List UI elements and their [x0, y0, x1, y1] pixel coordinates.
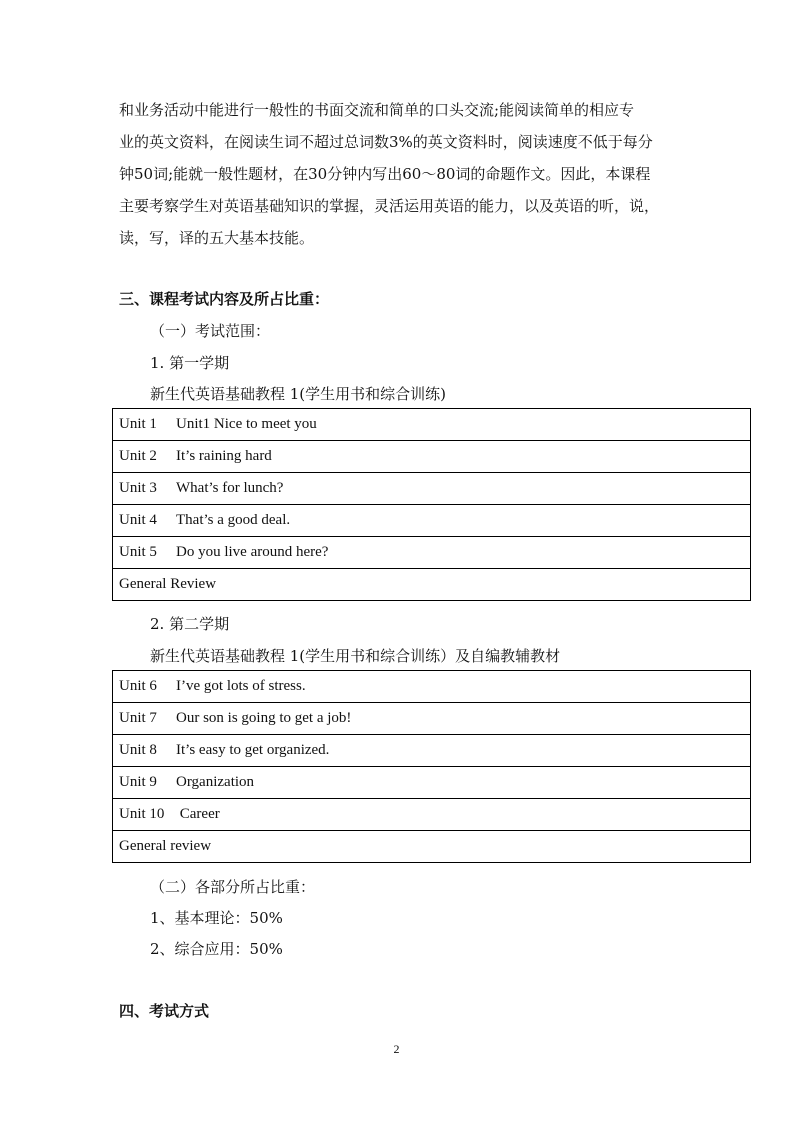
table-cell — [113, 473, 751, 505]
table-row — [113, 569, 751, 601]
table-cell — [113, 671, 751, 703]
section-3-heading: 三、课程考试内容及所占比重： — [119, 290, 330, 308]
section-4-heading: 四、考试方式 — [119, 1002, 210, 1020]
unit-code: Unit 3 — [119, 480, 157, 496]
unit-code: Unit 7 — [119, 710, 157, 726]
unit-title: It’s raining hard — [176, 448, 272, 464]
unit-title: Unit1 Nice to meet you — [176, 416, 317, 432]
table-cell — [113, 767, 751, 799]
intro-line: 读，写，译的五大基本技能。 — [119, 229, 315, 247]
table-row — [113, 831, 751, 863]
term2-textbook: 新生代英语基础教程 1(学生用书和综合训练）及自编教辅教材 — [150, 647, 561, 665]
table-cell — [113, 569, 751, 601]
intro-line: 和业务活动中能进行一般性的书面交流和简单的口头交流;能阅读简单的相应专 — [119, 101, 635, 119]
unit-code: Unit 10 — [119, 806, 165, 822]
unit-code: Unit 4 — [119, 512, 157, 528]
exam-scope-label: （一）考试范围： — [150, 322, 271, 340]
term1-units-table — [112, 408, 751, 601]
table-cell — [113, 505, 751, 537]
table-row — [113, 735, 751, 767]
table-row — [113, 441, 751, 473]
table-cell — [113, 799, 751, 831]
unit-code: Unit 1 — [119, 416, 157, 432]
term1-label: 1. 第一学期 — [150, 354, 230, 372]
unit-title: What’s for lunch? — [176, 480, 284, 496]
unit-code: Unit 6 — [119, 678, 157, 694]
unit-title: Career — [176, 806, 220, 822]
unit-title: I’ve got lots of stress. — [176, 678, 306, 694]
table-row — [113, 767, 751, 799]
table-row — [113, 703, 751, 735]
table-cell — [113, 703, 751, 735]
unit-title: Our son is going to get a job! — [176, 710, 352, 726]
table-cell — [113, 831, 751, 863]
table-row — [113, 537, 751, 569]
table-row — [113, 671, 751, 703]
table-cell — [113, 409, 751, 441]
unit-code: Unit 9 — [119, 774, 157, 790]
intro-line: 业的英文资料，在阅读生词不超过总词数3%的英文资料时，阅读速度不低于每分 — [119, 133, 653, 151]
unit-title: Do you live around here? — [176, 544, 329, 560]
table-row — [113, 505, 751, 537]
term2-units-table — [112, 670, 751, 863]
unit-code: Unit 5 — [119, 544, 157, 560]
intro-line: 主要考察学生对英语基础知识的掌握，灵活运用英语的能力，以及英语的听，说， — [119, 197, 660, 215]
unit-title: General review — [119, 838, 212, 854]
unit-title: General Review — [119, 576, 217, 592]
unit-code: Unit 2 — [119, 448, 157, 464]
table-cell — [113, 441, 751, 473]
unit-title: Organization — [176, 774, 255, 790]
weight-item: 1、基本理论：50% — [150, 909, 283, 927]
intro-line: 钟50词;能就一般性题材，在30分钟内写出60～80词的命题作文。因此，本课程 — [119, 165, 651, 183]
unit-code: Unit 8 — [119, 742, 157, 758]
unit-title: It’s easy to get organized. — [176, 742, 330, 758]
page-number: 2 — [393, 1042, 400, 1056]
weights-label: （二）各部分所占比重： — [150, 878, 316, 896]
term1-textbook: 新生代英语基础教程 1(学生用书和综合训练) — [150, 385, 447, 403]
intro-paragraph — [119, 94, 679, 254]
table-row — [113, 409, 751, 441]
table-row — [113, 799, 751, 831]
table-cell — [113, 735, 751, 767]
table-row — [113, 473, 751, 505]
term2-label: 2. 第二学期 — [150, 615, 230, 633]
unit-title: That’s a good deal. — [176, 512, 291, 528]
weight-item: 2、综合应用：50% — [150, 940, 283, 958]
table-cell — [113, 537, 751, 569]
